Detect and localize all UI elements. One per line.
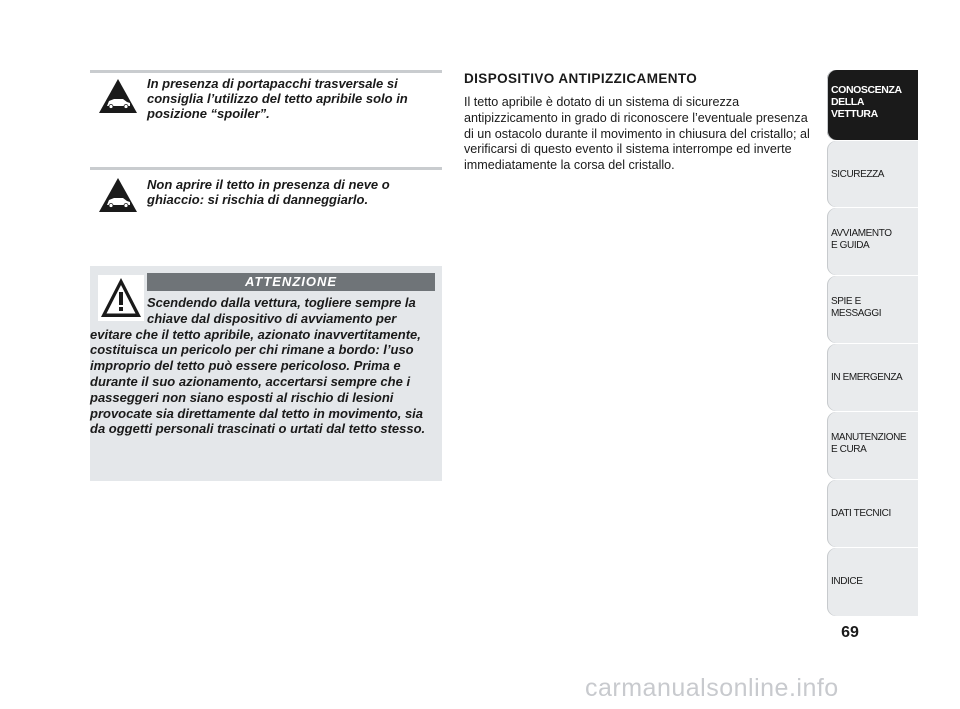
section-title: DISPOSITIVO ANTIPIZZICAMENTO bbox=[464, 71, 698, 86]
nav-tab-label: DATI TECNICI bbox=[831, 508, 891, 519]
section-body: Il tetto apribile è dotato di un sistema di sicurezza antipizzicamento in grado di riconoscere l’eventuale presenza di un ostacolo durante il movimento in chiusura del cristallo; al verificarsi di questo evento il sistema interrompe ed inverte immediatamente la corsa del cristallo. bbox=[464, 95, 810, 173]
warning-heading: ATTENZIONE bbox=[147, 273, 435, 291]
nav-tab-dati-tecnici[interactable] bbox=[827, 480, 918, 547]
nav-tab-manutenzione[interactable] bbox=[827, 412, 918, 479]
car-roof-icon bbox=[98, 78, 138, 114]
warning-text: Scendendo dalla vettura, togliere sempre la chiave dal dispositivo di avviamento per evitare che il tetto apribile, azionato inavvertitamente, costituisca un pericolo per chi rimane a bordo: l’uso improprio del tetto può essere pericoloso. Prima e durante il suo azionamento, accertarsi sempre che i passeggeri non siano esposti al rischio di lesioni provocate sia direttamente dal tetto in movimento, sia da oggetti personali trascinati o urtati dal tetto stesso. bbox=[90, 295, 426, 437]
note-text: In presenza di portapacchi trasversale si consiglia l’utilizzo del tetto apribile solo in posizione “spoiler”. bbox=[147, 76, 408, 121]
nav-tab-spie[interactable] bbox=[827, 276, 918, 343]
page-number: 69 bbox=[841, 624, 859, 641]
nav-tab-label: SICUREZZA bbox=[831, 169, 885, 180]
watermark: carmanualsonline.info bbox=[585, 674, 839, 702]
nav-tab-label: MANUTENZIONE E CURA bbox=[831, 432, 907, 455]
warning-text-block bbox=[90, 295, 436, 437]
nav-tab-label: AVVIAMENTO E GUIDA bbox=[831, 228, 892, 251]
nav-tab-indice[interactable] bbox=[827, 548, 918, 616]
nav-tab-conoscenza[interactable] bbox=[827, 70, 918, 140]
nav-tab-emergenza[interactable] bbox=[827, 344, 918, 411]
nav-tab-label: IN EMERGENZA bbox=[831, 372, 903, 383]
nav-tab-sicurezza[interactable] bbox=[827, 141, 918, 207]
nav-tab-label: INDICE bbox=[831, 576, 863, 587]
warning-box bbox=[90, 266, 442, 481]
note-divider bbox=[90, 70, 442, 73]
nav-tab-avviamento[interactable] bbox=[827, 208, 918, 275]
nav-tab-label: CONOSCENZA DELLA VETTURA bbox=[831, 84, 902, 120]
nav-tab-label: SPIE E MESSAGGI bbox=[831, 296, 882, 319]
note-text: Non aprire il tetto in presenza di neve o ghiaccio: si rischia di danneggiarlo. bbox=[147, 177, 390, 207]
car-roof-icon bbox=[98, 177, 138, 213]
note-divider bbox=[90, 167, 442, 170]
